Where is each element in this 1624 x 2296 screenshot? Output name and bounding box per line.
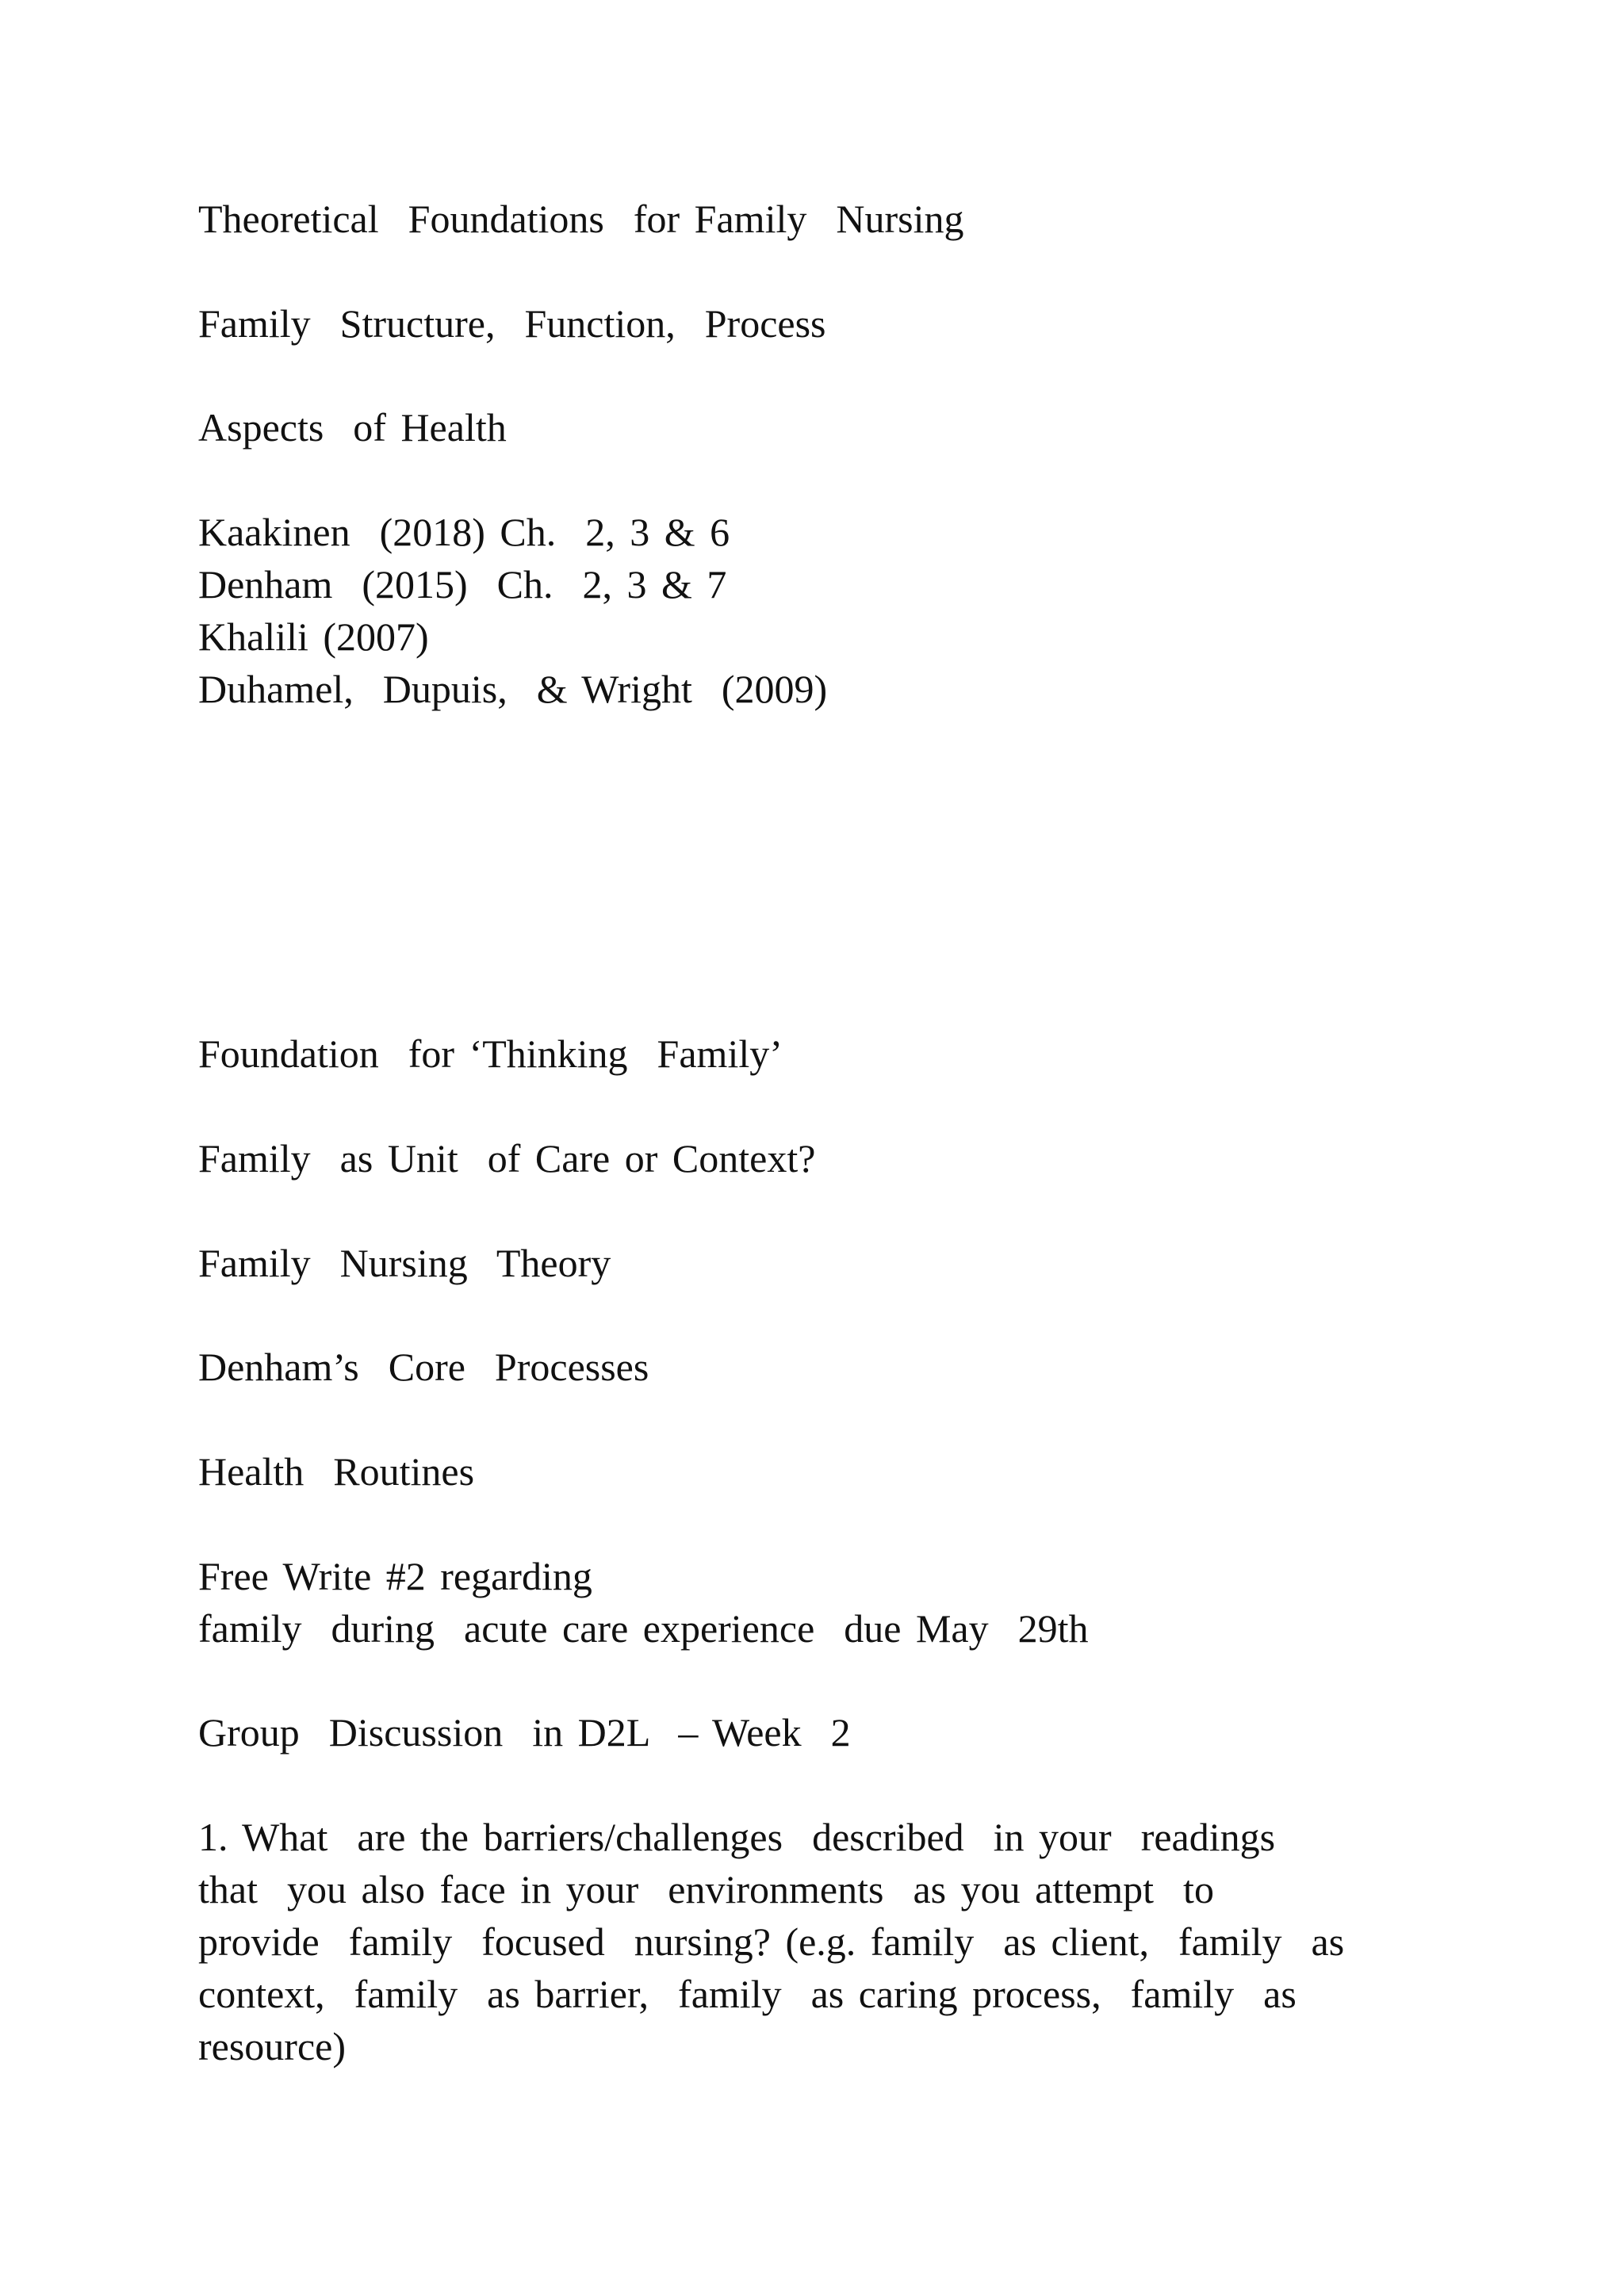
document-title: Theoretical Foundations for Family Nursing xyxy=(198,197,964,241)
question-line: that you also face in your environments as you attempt to xyxy=(198,1867,1214,1911)
question-line: context, family as barrier, family as caring process, family as xyxy=(198,1972,1297,2016)
foundation-heading: Foundation for ‘Thinking Family’ xyxy=(198,1031,783,1076)
reference-item: Denham (2015) Ch. 2, 3 & 7 xyxy=(198,562,727,607)
nursing-theory-line: Family Nursing Theory xyxy=(198,1241,611,1285)
core-processes-line: Denham’s Core Processes xyxy=(198,1345,649,1389)
free-write-line: family during acute care experience due May 29th xyxy=(198,1606,1089,1651)
free-write-line: Free Write #2 regarding xyxy=(198,1554,592,1598)
aspects-heading: Aspects of Health xyxy=(198,405,507,450)
unit-of-care-line: Family as Unit of Care or Context? xyxy=(198,1136,816,1181)
health-routines-line: Health Routines xyxy=(198,1449,475,1494)
reference-item: Khalili (2007) xyxy=(198,614,429,659)
document-subtitle: Family Structure, Function, Process xyxy=(198,301,826,346)
question-line: resource) xyxy=(198,2024,346,2068)
reference-item: Kaakinen (2018) Ch. 2, 3 & 6 xyxy=(198,510,730,554)
group-discussion-line: Group Discussion in D2L – Week 2 xyxy=(198,1710,851,1755)
question-line: provide family focused nursing? (e.g. family as client, family as xyxy=(198,1919,1345,1964)
question-line: 1. What are the barriers/challenges described in your readings xyxy=(198,1815,1276,1859)
reference-item: Duhamel, Dupuis, & Wright (2009) xyxy=(198,667,828,711)
